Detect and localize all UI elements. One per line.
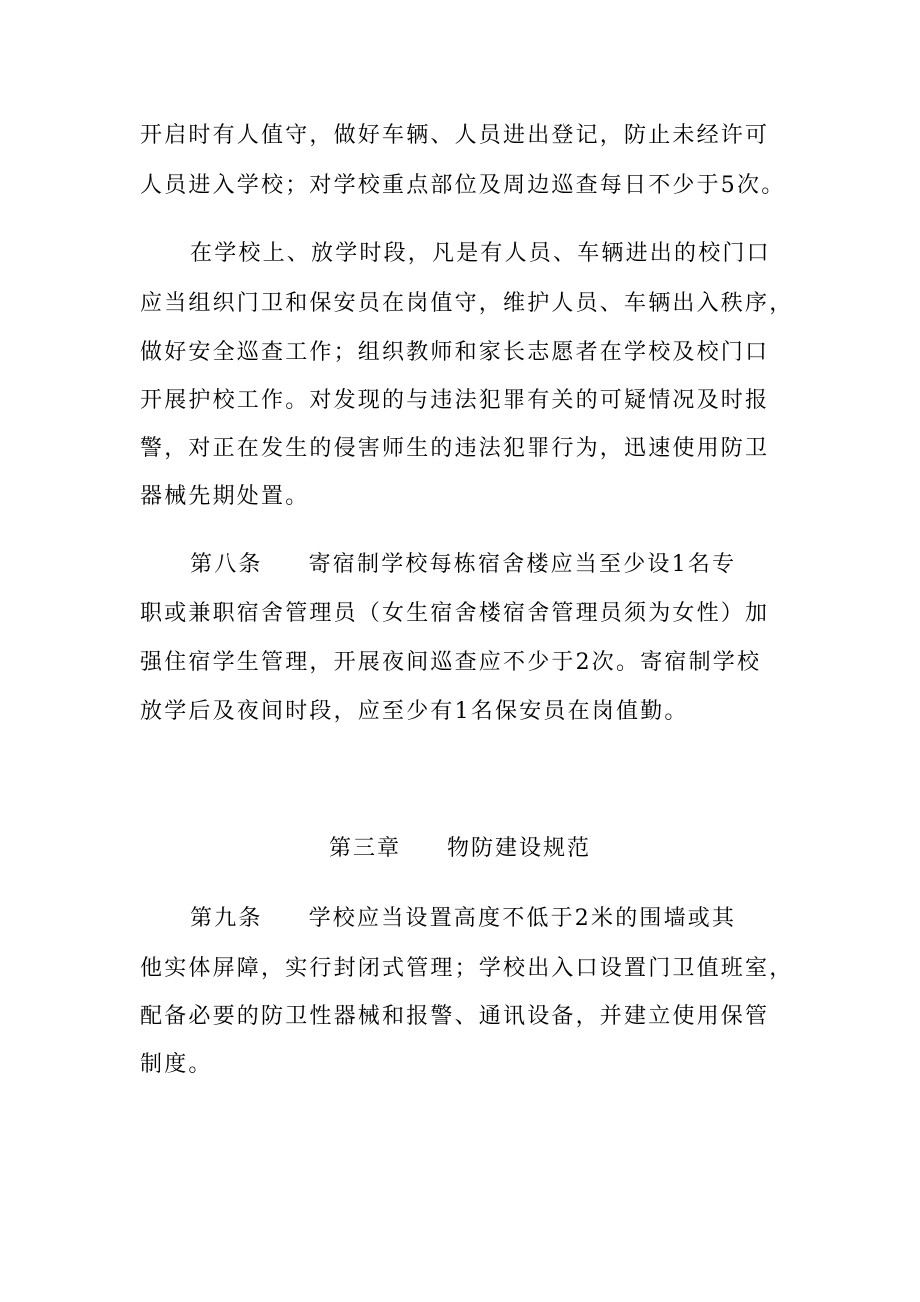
paragraph-2-line-1: 在学校上、放学时段，凡是有人员、车辆进出的校门口 xyxy=(190,241,771,266)
article-8-line-4: 放学后及夜间时段，应至少有1名保安员在岗值勤。 xyxy=(140,699,689,724)
paragraph-2-line-3: 做好安全巡查工作；组织教师和家长志愿者在学校及校门口 xyxy=(140,340,770,365)
chapter-heading xyxy=(0,834,920,864)
article-8-label: 第八条 xyxy=(190,552,263,577)
article-9-line-2: 他实体屏障，实行封闭式管理；学校出入口设置门卫值班室， xyxy=(140,956,794,981)
article-9-line-4: 制度。 xyxy=(140,1052,213,1077)
chapter-number: 第三章 xyxy=(328,836,401,861)
paragraph-2-line-4: 开展护校工作。对发现的与违法犯罪有关的可疑情况及时报 xyxy=(140,388,770,413)
paragraph-1-line-2: 人员进入学校；对学校重点部位及周边巡查每日不少于5次。 xyxy=(140,173,786,198)
article-9-label: 第九条 xyxy=(190,906,263,931)
article-8-text: 寄宿制学校每栋宿舍楼应当至少设1名专 xyxy=(308,552,737,577)
paragraph-1-line-1: 开启时有人值守，做好车辆、人员进出登记，防止未经许可 xyxy=(140,123,770,148)
article-9-text: 学校应当设置高度不低于2米的围墙或其 xyxy=(308,906,737,931)
paragraph-2-line-6: 器械先期处置。 xyxy=(140,484,310,509)
article-8-line-2: 职或兼职宿舍管理员（女生宿舍楼宿舍管理员须为女性）加 xyxy=(140,601,770,626)
chapter-title: 物防建设规范 xyxy=(447,836,592,861)
article-8-line-1 xyxy=(190,550,790,580)
article-9-line-3: 配备必要的防卫性器械和报警、通讯设备，并建立使用保管 xyxy=(140,1004,770,1029)
paragraph-2-line-5: 警，对正在发生的侵害师生的违法犯罪行为，迅速使用防卫 xyxy=(140,436,770,461)
paragraph-2-line-2: 应当组织门卫和保安员在岗值守，维护人员、车辆出入秩序， xyxy=(140,291,794,316)
article-9-line-1 xyxy=(190,904,790,934)
article-8-line-3: 强住宿学生管理，开展夜间巡查应不少于2次。寄宿制学校 xyxy=(140,650,762,675)
